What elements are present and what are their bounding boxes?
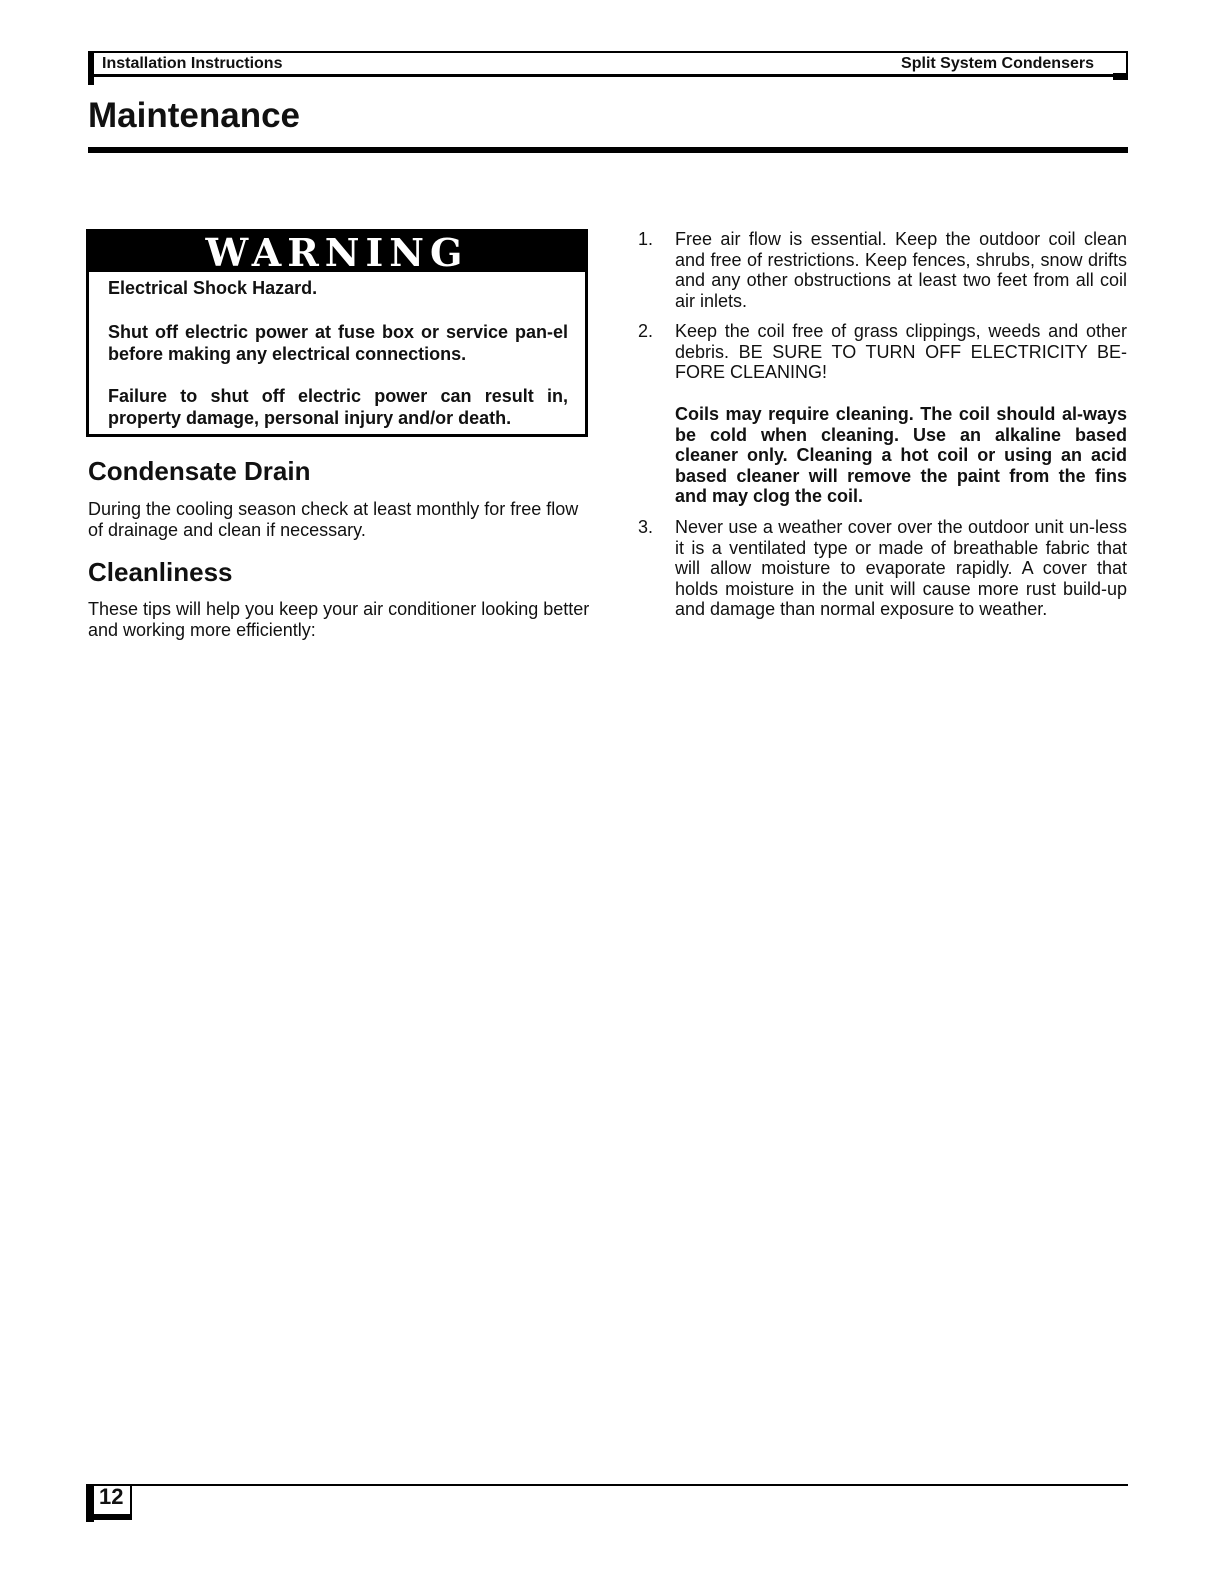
list-item-number: 1.	[638, 229, 654, 249]
warning-banner-text: WARNING	[205, 230, 469, 275]
header-left-label: Installation Instructions	[102, 55, 283, 72]
cleanliness-heading: Cleanliness	[88, 557, 233, 587]
condensate-heading: Condensate Drain	[88, 456, 311, 486]
warning-banner	[89, 230, 585, 275]
coil-cleaning-note: Coils may require cleaning. The coil should al-ways be cold when cleaning. Use an alkaline based cleaner only. Cleaning a hot coil or using an acid based cleaner will remove the paint from the fins and may clog the coil.	[675, 404, 1127, 506]
cleanliness-text: These tips will help you keep your air conditioner looking better and working more efficiently:	[88, 599, 590, 640]
warning-line-2: Shut off electric power at fuse box or service pan-el before making any electrical connections.	[108, 322, 568, 364]
list-item: Free air flow is essential. Keep the outdoor coil clean and free of restrictions. Keep fences, shrubs, snow drifts and any other obstructions at least two feet from all coil air inlets.	[675, 229, 1127, 311]
header-left-tab	[88, 51, 94, 85]
page-number: 12	[99, 1484, 124, 1509]
list-item-number: 2.	[638, 321, 654, 341]
warning-line-3: Failure to shut off electric power can result in, property damage, personal injury and/or death.	[108, 386, 568, 428]
list-item-number: 3.	[638, 517, 654, 537]
page-title: Maintenance	[88, 96, 300, 135]
header-right-label: Split System Condensers	[901, 55, 1094, 72]
footer-rule	[88, 1484, 1128, 1486]
title-rule	[88, 147, 1128, 153]
list-item: Keep the coil free of grass clippings, weeds and other debris. BE SURE TO TURN OFF ELECTRICITY BE-FORE CLEANING!	[675, 321, 1127, 382]
list-item: Never use a weather cover over the outdoor unit un-less it is a ventilated type or made of breathable fabric that will allow moisture to evaporate rapidly. A cover that holds moisture in the unit will cause more rust build-up and damage than normal exposure to weather.	[675, 517, 1127, 619]
warning-line-1: Electrical Shock Hazard.	[108, 278, 318, 298]
page-number-underline	[86, 1514, 132, 1520]
condensate-text: During the cooling season check at least monthly for free flow of drainage and clean if necessary.	[88, 499, 579, 540]
header-right-tab	[1113, 73, 1128, 80]
warning-box	[86, 229, 588, 437]
page-header	[88, 51, 1128, 77]
